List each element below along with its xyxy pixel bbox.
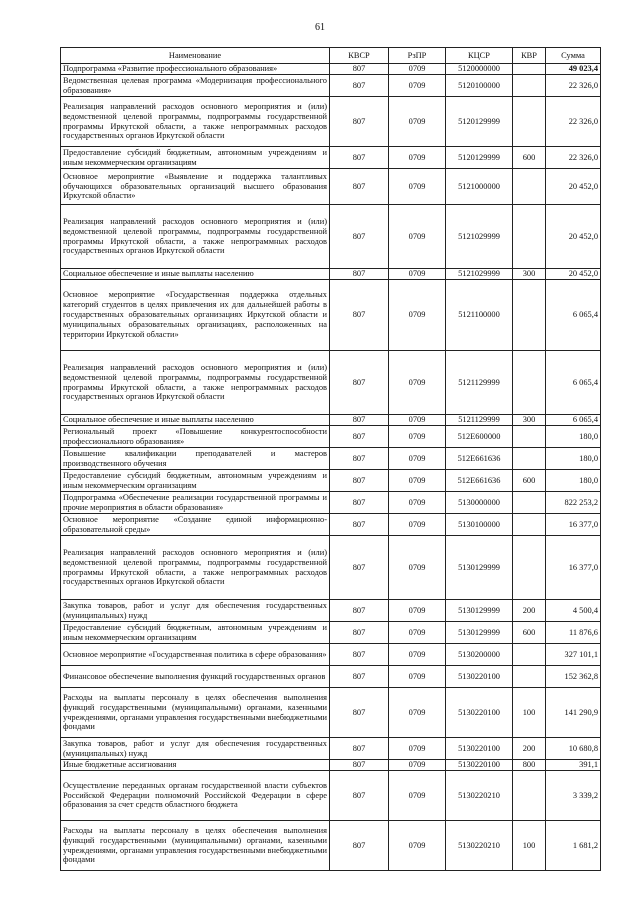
header-rzpr: РзПР — [389, 48, 446, 64]
row-kvr: 100 — [513, 821, 546, 871]
row-name: Региональный проект «Повышение конкурентоспособности профессионального образования» — [61, 426, 330, 448]
table-row — [61, 169, 601, 205]
row-kcsr: 5130220100 — [446, 738, 513, 760]
row-rzpr: 0709 — [389, 760, 446, 771]
row-kvsr: 807 — [330, 771, 389, 821]
table-row — [61, 688, 601, 738]
row-kcsr: 5121029999 — [446, 269, 513, 280]
table-row — [61, 536, 601, 600]
row-sum: 20 452,0 — [546, 205, 601, 269]
row-kvsr: 807 — [330, 147, 389, 169]
row-name: Основное мероприятие «Государственная поддержка отдельных категорий студентов в целях привлечения их для дальнейшей работы в государственных образовательных организациях Иркутской области и муниципальных образовательных организациях, расположенных на территории Иркутской области» — [61, 280, 330, 351]
budget-table — [60, 47, 601, 871]
row-name: Закупка товаров, работ и услуг для обеспечения государственных (муниципальных) нужд — [61, 738, 330, 760]
row-sum: 49 023,4 — [546, 64, 601, 75]
row-name: Предоставление субсидий бюджетным, автономным учреждениям и иным некоммерческим организациям — [61, 470, 330, 492]
row-rzpr: 0709 — [389, 738, 446, 760]
row-kcsr: 5130129999 — [446, 622, 513, 644]
row-rzpr: 0709 — [389, 269, 446, 280]
row-kvsr: 807 — [330, 760, 389, 771]
row-kvr — [513, 666, 546, 688]
row-kvsr: 807 — [330, 688, 389, 738]
row-name: Финансовое обеспечение выполнения функций государственных органов — [61, 666, 330, 688]
row-kvsr: 807 — [330, 536, 389, 600]
row-kcsr: 5130220100 — [446, 760, 513, 771]
row-kvr: 300 — [513, 415, 546, 426]
row-rzpr: 0709 — [389, 644, 446, 666]
table-row — [61, 771, 601, 821]
header-kvr: КВР — [513, 48, 546, 64]
header-kvsr: КВСР — [330, 48, 389, 64]
table-row — [61, 448, 601, 470]
row-name: Основное мероприятие «Создание единой информационно-образовательной среды» — [61, 514, 330, 536]
row-name: Подпрограмма «Развитие профессионального образования» — [61, 64, 330, 75]
row-kvsr: 807 — [330, 97, 389, 147]
row-rzpr: 0709 — [389, 514, 446, 536]
row-sum: 22 326,0 — [546, 147, 601, 169]
row-kvsr: 807 — [330, 169, 389, 205]
row-kcsr: 5121100000 — [446, 280, 513, 351]
row-rzpr: 0709 — [389, 622, 446, 644]
row-rzpr: 0709 — [389, 64, 446, 75]
row-kvsr: 807 — [330, 644, 389, 666]
row-name: Расходы на выплаты персоналу в целях обеспечения выполнения функций государственными (муниципальными) органами, казенными учреждениями, органами управления государственными внебюджетными фондами — [61, 688, 330, 738]
row-sum: 20 452,0 — [546, 169, 601, 205]
row-sum: 3 339,2 — [546, 771, 601, 821]
row-name: Подпрограмма «Обеспечение реализации государственной программы и прочие мероприятия в области образования» — [61, 492, 330, 514]
row-kcsr: 5130100000 — [446, 514, 513, 536]
row-rzpr: 0709 — [389, 666, 446, 688]
row-kvsr: 807 — [330, 205, 389, 269]
row-sum: 11 876,6 — [546, 622, 601, 644]
row-name: Повышение квалификации преподавателей и мастеров производственного обучения — [61, 448, 330, 470]
table-row — [61, 75, 601, 97]
table-row — [61, 269, 601, 280]
table-row — [61, 97, 601, 147]
row-name: Социальное обеспечение и иные выплаты населению — [61, 415, 330, 426]
row-kcsr: 5120000000 — [446, 64, 513, 75]
table-row — [61, 514, 601, 536]
row-sum: 327 101,1 — [546, 644, 601, 666]
row-name: Предоставление субсидий бюджетным, автономным учреждениям и иным некоммерческим организациям — [61, 622, 330, 644]
header-sum: Сумма — [546, 48, 601, 64]
row-kcsr: 5130220100 — [446, 688, 513, 738]
row-kcsr: 5120129999 — [446, 97, 513, 147]
table-row — [61, 492, 601, 514]
row-sum: 180,0 — [546, 470, 601, 492]
row-kvr — [513, 64, 546, 75]
row-kvr — [513, 536, 546, 600]
table-row — [61, 470, 601, 492]
row-kcsr: 5121129999 — [446, 351, 513, 415]
row-rzpr: 0709 — [389, 147, 446, 169]
row-sum: 22 326,0 — [546, 75, 601, 97]
row-sum: 20 452,0 — [546, 269, 601, 280]
row-kvr — [513, 169, 546, 205]
row-sum: 6 065,4 — [546, 415, 601, 426]
row-kvsr: 807 — [330, 492, 389, 514]
row-kvsr: 807 — [330, 415, 389, 426]
row-kvsr: 807 — [330, 514, 389, 536]
row-kvr — [513, 75, 546, 97]
row-rzpr: 0709 — [389, 351, 446, 415]
table-row — [61, 426, 601, 448]
row-kvr — [513, 205, 546, 269]
table-row — [61, 205, 601, 269]
table-body — [61, 64, 601, 871]
row-sum: 6 065,4 — [546, 280, 601, 351]
row-sum: 1 681,2 — [546, 821, 601, 871]
row-name: Иные бюджетные ассигнования — [61, 760, 330, 771]
row-kcsr: 5120129999 — [446, 147, 513, 169]
row-kcsr: 5130220100 — [446, 666, 513, 688]
row-kvr — [513, 448, 546, 470]
row-sum: 4 500,4 — [546, 600, 601, 622]
row-rzpr: 0709 — [389, 536, 446, 600]
table-row — [61, 64, 601, 75]
row-kvr: 800 — [513, 760, 546, 771]
table-row — [61, 666, 601, 688]
row-kvr: 100 — [513, 688, 546, 738]
page-number: 61 — [315, 22, 325, 33]
row-kvr: 300 — [513, 269, 546, 280]
row-rzpr: 0709 — [389, 688, 446, 738]
row-kcsr: 5130200000 — [446, 644, 513, 666]
row-kcsr: 5121029999 — [446, 205, 513, 269]
table-row — [61, 280, 601, 351]
row-kcsr: 5121000000 — [446, 169, 513, 205]
row-name: Реализация направлений расходов основного мероприятия и (или) ведомственной целевой программы, подпрограммы государственной программы Иркутской области, а также непрограммных расходов государственных органов Иркутской области — [61, 351, 330, 415]
row-name: Реализация направлений расходов основного мероприятия и (или) ведомственной целевой программы, подпрограммы государственной программы Иркутской области, а также непрограммных расходов государственных органов Иркутской области — [61, 205, 330, 269]
row-kvr: 600 — [513, 147, 546, 169]
row-kvr: 600 — [513, 622, 546, 644]
row-kvsr: 807 — [330, 622, 389, 644]
row-kvr: 200 — [513, 600, 546, 622]
row-sum: 391,1 — [546, 760, 601, 771]
row-name: Закупка товаров, работ и услуг для обеспечения государственных (муниципальных) нужд — [61, 600, 330, 622]
header-kcsr: КЦСР — [446, 48, 513, 64]
row-sum: 10 680,8 — [546, 738, 601, 760]
row-kvsr: 807 — [330, 600, 389, 622]
table-row — [61, 622, 601, 644]
row-kvr — [513, 644, 546, 666]
row-rzpr: 0709 — [389, 448, 446, 470]
row-name: Реализация направлений расходов основного мероприятия и (или) ведомственной целевой программы, подпрограммы государственной программы Иркутской области, а также непрограммных расходов государственных органов Иркутской области — [61, 97, 330, 147]
row-sum: 16 377,0 — [546, 536, 601, 600]
row-kvsr: 807 — [330, 351, 389, 415]
row-name: Основное мероприятие «Выявление и поддержка талантливых обучающихся образовательных организаций высшего образования Иркутской области» — [61, 169, 330, 205]
row-kvsr: 807 — [330, 738, 389, 760]
row-kvr — [513, 97, 546, 147]
row-kvr — [513, 514, 546, 536]
header-name: Наименование — [61, 48, 330, 64]
row-sum: 180,0 — [546, 448, 601, 470]
row-kvr: 600 — [513, 470, 546, 492]
row-kcsr: 5130220210 — [446, 771, 513, 821]
table-row — [61, 415, 601, 426]
row-kcsr: 5130129999 — [446, 536, 513, 600]
row-sum: 141 290,9 — [546, 688, 601, 738]
row-rzpr: 0709 — [389, 280, 446, 351]
table-row — [61, 760, 601, 771]
row-sum: 822 253,2 — [546, 492, 601, 514]
row-rzpr: 0709 — [389, 470, 446, 492]
row-rzpr: 0709 — [389, 169, 446, 205]
table-header-row — [61, 48, 601, 64]
row-kvr: 200 — [513, 738, 546, 760]
row-kvr — [513, 280, 546, 351]
row-kcsr: 5130220210 — [446, 821, 513, 871]
row-name: Ведомственная целевая программа «Модернизация профессионального образования» — [61, 75, 330, 97]
row-kvsr: 807 — [330, 426, 389, 448]
row-kvr — [513, 351, 546, 415]
row-name: Осуществление переданных органам государственной власти субъектов Российской Федерации полномочий Российской Федерации в сфере образования за счет средств областного бюджета — [61, 771, 330, 821]
row-rzpr: 0709 — [389, 492, 446, 514]
row-sum: 22 326,0 — [546, 97, 601, 147]
row-name: Расходы на выплаты персоналу в целях обеспечения выполнения функций государственными (муниципальными) органами, казенными учреждениями, органами управления государственными внебюджетными фондами — [61, 821, 330, 871]
row-kvr — [513, 426, 546, 448]
row-name: Основное мероприятие «Государственная политика в сфере образования» — [61, 644, 330, 666]
row-kvsr: 807 — [330, 666, 389, 688]
row-kvr — [513, 771, 546, 821]
row-sum: 152 362,8 — [546, 666, 601, 688]
row-rzpr: 0709 — [389, 75, 446, 97]
table-row — [61, 644, 601, 666]
row-kvsr: 807 — [330, 64, 389, 75]
row-rzpr: 0709 — [389, 97, 446, 147]
row-kvsr: 807 — [330, 821, 389, 871]
row-kvsr: 807 — [330, 280, 389, 351]
row-sum: 6 065,4 — [546, 351, 601, 415]
table-row — [61, 147, 601, 169]
row-kcsr: 5121129999 — [446, 415, 513, 426]
row-kcsr: 5130129999 — [446, 600, 513, 622]
row-kcsr: 512E661636 — [446, 470, 513, 492]
row-sum: 16 377,0 — [546, 514, 601, 536]
table-row — [61, 351, 601, 415]
row-kvsr: 807 — [330, 269, 389, 280]
row-kvr — [513, 492, 546, 514]
table-row — [61, 600, 601, 622]
row-name: Предоставление субсидий бюджетным, автономным учреждениям и иным некоммерческим организациям — [61, 147, 330, 169]
row-rzpr: 0709 — [389, 426, 446, 448]
row-kcsr: 5130000000 — [446, 492, 513, 514]
row-rzpr: 0709 — [389, 600, 446, 622]
row-kvsr: 807 — [330, 470, 389, 492]
row-kvsr: 807 — [330, 448, 389, 470]
row-kvsr: 807 — [330, 75, 389, 97]
row-rzpr: 0709 — [389, 415, 446, 426]
row-name: Социальное обеспечение и иные выплаты населению — [61, 269, 330, 280]
row-name: Реализация направлений расходов основного мероприятия и (или) ведомственной целевой программы, подпрограммы государственной программы Иркутской области, а также непрограммных расходов государственных органов Иркутской области — [61, 536, 330, 600]
row-kcsr: 512E661636 — [446, 448, 513, 470]
row-sum: 180,0 — [546, 426, 601, 448]
table-row — [61, 738, 601, 760]
row-kcsr: 5120100000 — [446, 75, 513, 97]
row-rzpr: 0709 — [389, 205, 446, 269]
row-kcsr: 512E600000 — [446, 426, 513, 448]
row-rzpr: 0709 — [389, 821, 446, 871]
table-row — [61, 821, 601, 871]
row-rzpr: 0709 — [389, 771, 446, 821]
